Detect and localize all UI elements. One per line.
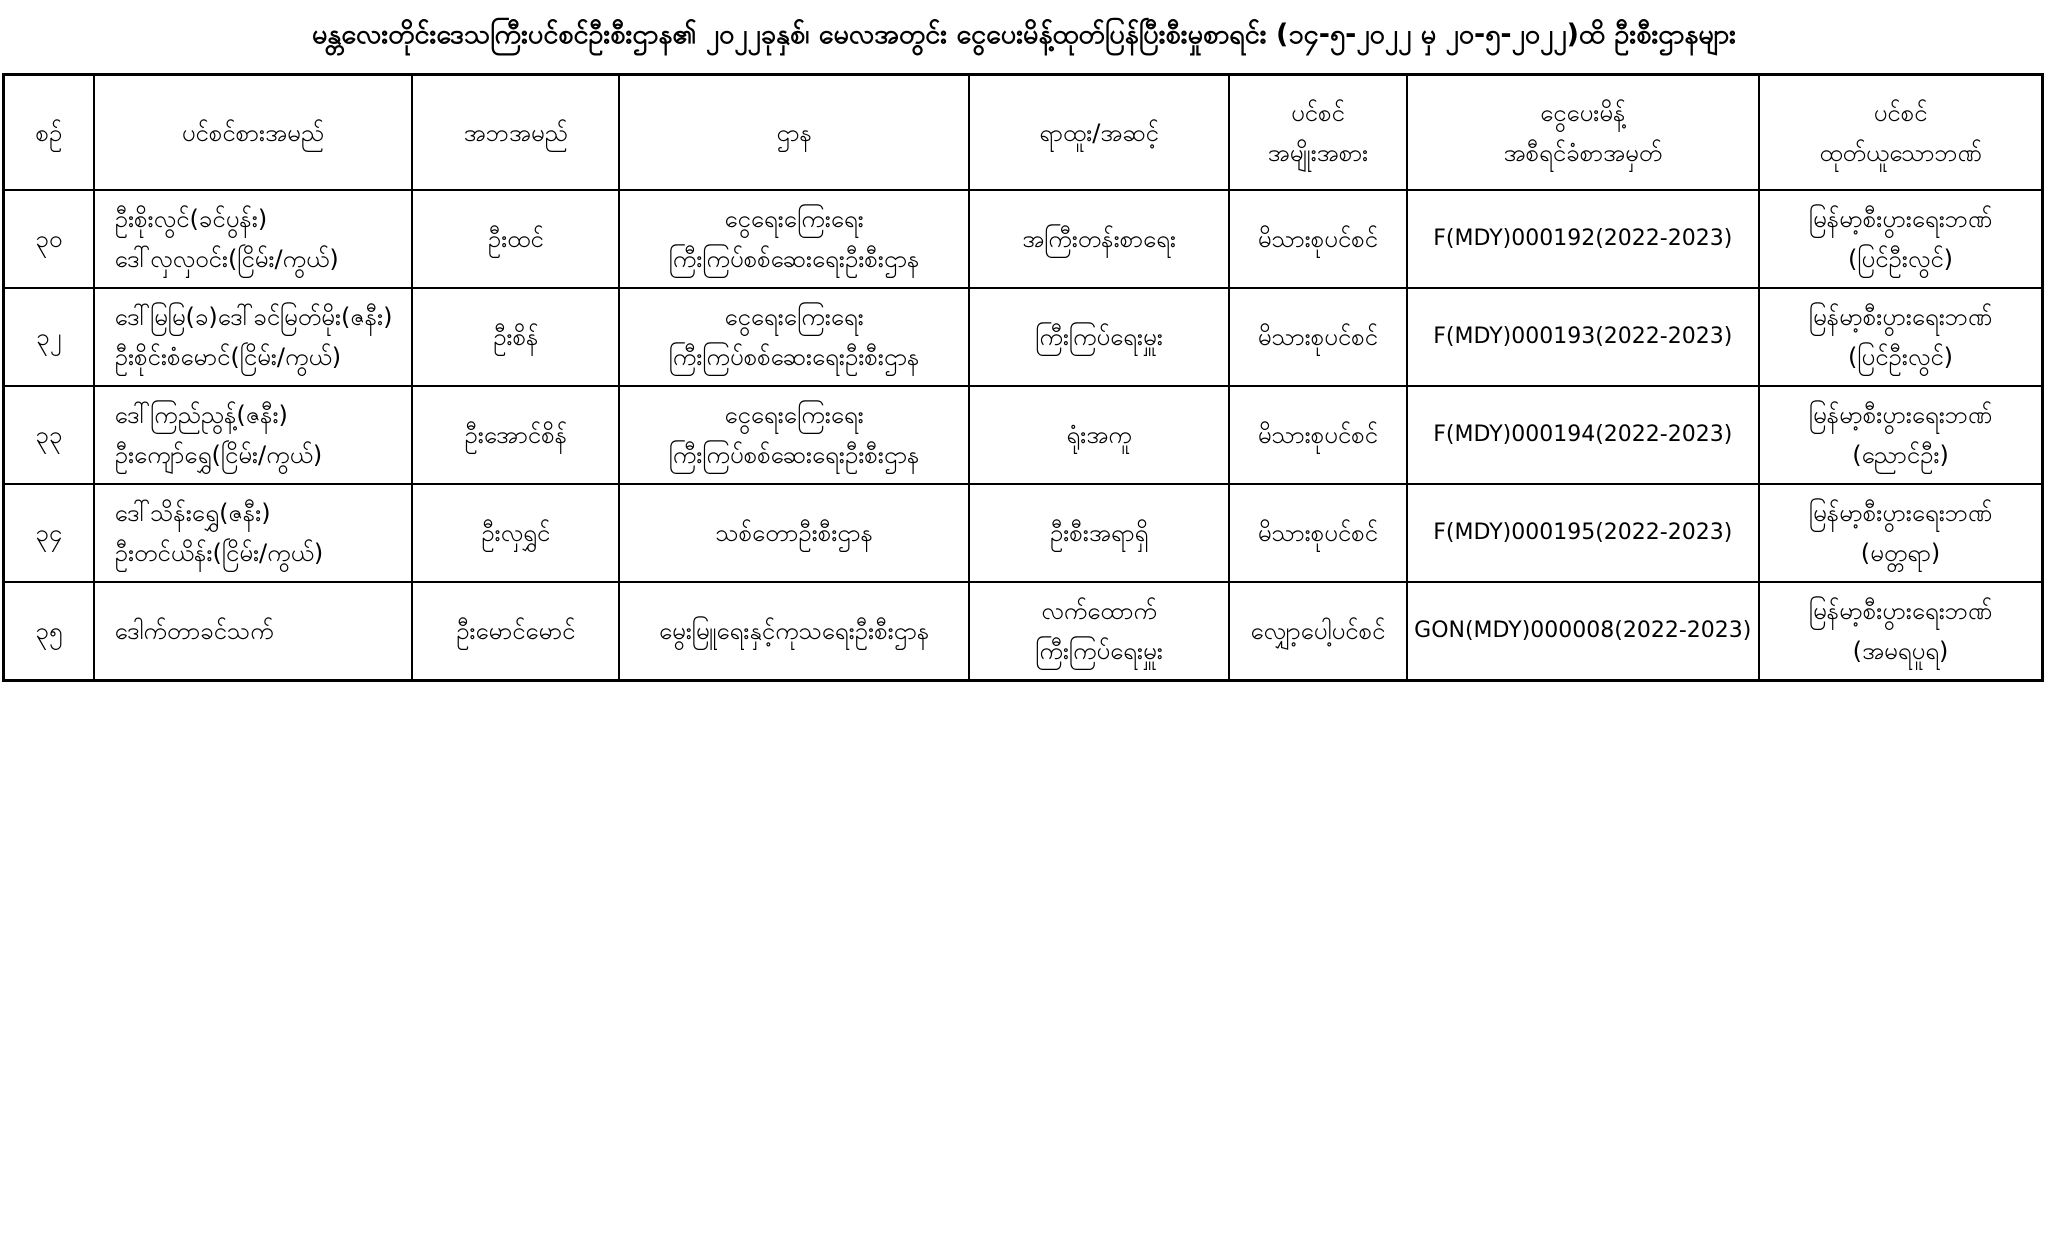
cell-order-report-no-text: GON(MDY)000008(2022-2023) <box>1414 618 1752 643</box>
header-father-name <box>412 75 619 191</box>
cell-pension-type <box>1229 288 1406 386</box>
cell-position-text: ကြီးကြပ်ရေးမှူး <box>1035 323 1163 351</box>
cell-department <box>619 190 969 288</box>
cell-pension-type <box>1229 386 1406 484</box>
pension-table <box>2 73 2044 682</box>
cell-order-report-no <box>1407 190 1760 288</box>
cell-department <box>619 582 969 681</box>
table-row <box>4 190 2043 288</box>
cell-department-text: သစ်တောဦးစီးဌာန <box>715 519 873 547</box>
cell-no <box>4 582 94 681</box>
cell-department-text: ငွေရေးကြေးရေး <box>724 205 864 233</box>
cell-order-report-no-text: F(MDY)000192(2022-2023) <box>1433 226 1733 251</box>
cell-pensioner-name <box>94 582 412 681</box>
cell-position-text: ဦးစီးအရာရှိ <box>1049 519 1149 547</box>
cell-order-report-no <box>1407 484 1760 582</box>
cell-pensioner-name-text: ဦးစိုးလွင်(ခင်ပွန်း) <box>114 205 268 233</box>
cell-bank-text: (အမရပူရ) <box>1852 637 1949 665</box>
cell-position <box>969 582 1229 681</box>
cell-no-text: ၃၃ <box>35 421 63 449</box>
cell-bank-text: မြန်မာ့စီးပွားရေးဘဏ် <box>1808 499 1993 527</box>
cell-no-text: ၃၄ <box>35 519 63 547</box>
cell-pensioner-name <box>94 288 412 386</box>
cell-bank <box>1759 288 2042 386</box>
cell-department-text: ကြီးကြပ်စစ်ဆေးရေးဦးစီးဌာန <box>668 343 920 371</box>
page-title: မန္တလေးတိုင်းဒေသကြီးပင်စင်ဦးစီးဌာန၏ ၂၀၂၂ခုနှစ်၊ မေလအတွင်း ငွေပေးမိန့်ထုတ်ပြန်ပြီးစီးမှုစာရင်း (၁၄-၅-၂၀၂၂ မှ ၂၀-၅-၂၀၂၂)ထိ ဦးစီးဌာနများ <box>312 19 1736 50</box>
cell-position-text: အကြီးတန်းစာရေး <box>1022 225 1176 253</box>
cell-pension-type-text: မိသားစုပင်စင် <box>1257 519 1378 547</box>
header-text: အစီရင်ခံစာအမှတ် <box>1503 138 1663 167</box>
cell-order-report-no-text: F(MDY)000193(2022-2023) <box>1433 324 1733 349</box>
cell-position <box>969 288 1229 386</box>
cell-father-name-text: ဦးထင် <box>487 225 544 253</box>
cell-bank-text: မြန်မာ့စီးပွားရေးဘဏ် <box>1808 597 1993 625</box>
cell-no-text: ၃၀ <box>35 225 63 253</box>
cell-pension-type-text: မိသားစုပင်စင် <box>1257 323 1378 351</box>
cell-bank-text: (ပြင်ဦးလွင်) <box>1848 245 1953 273</box>
header-text: ပင်စင် <box>1873 98 1928 127</box>
cell-department <box>619 386 969 484</box>
cell-no <box>4 484 94 582</box>
cell-order-report-no <box>1407 386 1760 484</box>
cell-pensioner-name-text: ဦးစိုင်းစံမောင်(ငြိမ်း/ကွယ်) <box>114 343 342 371</box>
table-row <box>4 582 2043 681</box>
cell-father-name-text: ဦးလှရွှင် <box>481 519 551 547</box>
cell-pension-type <box>1229 484 1406 582</box>
cell-pension-type-text: မိသားစုပင်စင် <box>1257 225 1378 253</box>
cell-pensioner-name-text: ဒေါ်ကြည်ညွန့်(ဇနီး) <box>114 401 288 429</box>
header-text: ပင်စင်စားအမည် <box>181 118 324 147</box>
table-row <box>4 386 2043 484</box>
header-department <box>619 75 969 191</box>
header-text: ငွေပေးမိန့် <box>1540 98 1626 127</box>
header-no <box>4 75 94 191</box>
cell-father-name-text: ဦးစိန် <box>493 323 539 351</box>
table-row <box>4 288 2043 386</box>
cell-order-report-no <box>1407 288 1760 386</box>
cell-father-name <box>412 288 619 386</box>
cell-pensioner-name <box>94 190 412 288</box>
cell-position-text: ကြီးကြပ်ရေးမှူး <box>1035 637 1163 665</box>
cell-bank-text: မြန်မာ့စီးပွားရေးဘဏ် <box>1808 303 1993 331</box>
cell-position-text: လက်ထောက် <box>1041 597 1157 625</box>
cell-position <box>969 386 1229 484</box>
cell-pensioner-name-text: ဦးတင်ယိန်း(ငြိမ်း/ကွယ်) <box>114 539 324 567</box>
header-order-report-no <box>1407 75 1760 191</box>
cell-pension-type <box>1229 190 1406 288</box>
cell-department-text: မွေးမြူရေးနှင့်ကုသရေးဦးစီးဌာန <box>658 617 930 645</box>
cell-father-name-text: ဦးအောင်စိန် <box>464 421 568 449</box>
header-text: ထုတ်ယူသောဘဏ် <box>1819 138 1982 167</box>
cell-father-name <box>412 484 619 582</box>
cell-bank <box>1759 190 2042 288</box>
cell-bank <box>1759 582 2042 681</box>
cell-department <box>619 484 969 582</box>
cell-father-name <box>412 582 619 681</box>
cell-department-text: ကြီးကြပ်စစ်ဆေးရေးဦးစီးဌာန <box>668 245 920 273</box>
cell-father-name <box>412 190 619 288</box>
cell-pensioner-name-text: ဒေါက်တာခင်သက် <box>114 617 274 645</box>
cell-no-text: ၃၅ <box>35 617 63 645</box>
header-text: စဉ် <box>35 118 63 147</box>
cell-bank <box>1759 484 2042 582</box>
table-row <box>4 484 2043 582</box>
cell-no-text: ၃၂ <box>36 323 62 351</box>
cell-department-text: ကြီးကြပ်စစ်ဆေးရေးဦးစီးဌာန <box>668 441 920 469</box>
header-pension-type <box>1229 75 1406 191</box>
cell-father-name <box>412 386 619 484</box>
header-text: အမျိုးအစား <box>1267 138 1369 167</box>
cell-department-text: ငွေရေးကြေးရေး <box>724 303 864 331</box>
cell-order-report-no <box>1407 582 1760 681</box>
cell-pension-type-text: လျှော့ပေါ့ပင်စင် <box>1250 617 1386 645</box>
cell-order-report-no-text: F(MDY)000195(2022-2023) <box>1433 520 1733 545</box>
cell-pensioner-name <box>94 386 412 484</box>
cell-bank <box>1759 386 2042 484</box>
table-body <box>4 190 2043 681</box>
cell-no <box>4 288 94 386</box>
cell-pensioner-name-text: ဒေါ်သိန်းရွှေ(ဇနီး) <box>114 499 271 527</box>
cell-no <box>4 386 94 484</box>
cell-position-text: ရုံးအကူ <box>1066 421 1132 449</box>
cell-pensioner-name <box>94 484 412 582</box>
header-text: ပင်စင် <box>1290 98 1345 127</box>
header-bank <box>1759 75 2042 191</box>
cell-department-text: ငွေရေးကြေးရေး <box>724 401 864 429</box>
cell-position <box>969 484 1229 582</box>
cell-bank-text: (ညောင်ဦး) <box>1852 441 1949 469</box>
cell-department <box>619 288 969 386</box>
cell-no <box>4 190 94 288</box>
cell-pensioner-name-text: ဒေါ်လှလှဝင်း(ငြိမ်း/ကွယ်) <box>114 245 339 273</box>
cell-bank-text: (ပြင်ဦးလွင်) <box>1848 343 1953 371</box>
cell-bank-text: မြန်မာ့စီးပွားရေးဘဏ် <box>1808 401 1993 429</box>
table-header-row <box>4 75 2043 191</box>
header-text: ဌာန <box>776 118 812 147</box>
cell-order-report-no-text: F(MDY)000194(2022-2023) <box>1433 422 1733 447</box>
cell-pensioner-name-text: ဒေါ်မြမြ(ခ)ဒေါ်ခင်မြတ်မိုး(ဇနီး) <box>114 303 393 331</box>
cell-pension-type-text: မိသားစုပင်စင် <box>1257 421 1378 449</box>
header-position <box>969 75 1229 191</box>
header-text: ရာထူး/အဆင့် <box>1039 118 1159 147</box>
header-text: အဘအမည် <box>463 118 568 147</box>
cell-pensioner-name-text: ဦးကျော်ရွှေ(ငြိမ်း/ကွယ်) <box>114 441 323 469</box>
header-pensioner-name <box>94 75 412 191</box>
cell-pension-type <box>1229 582 1406 681</box>
cell-bank-text: (မတ္တရာ) <box>1860 539 1941 567</box>
cell-father-name-text: ဦးမောင်မောင် <box>456 617 576 645</box>
cell-bank-text: မြန်မာ့စီးပွားရေးဘဏ် <box>1808 205 1993 233</box>
cell-position <box>969 190 1229 288</box>
